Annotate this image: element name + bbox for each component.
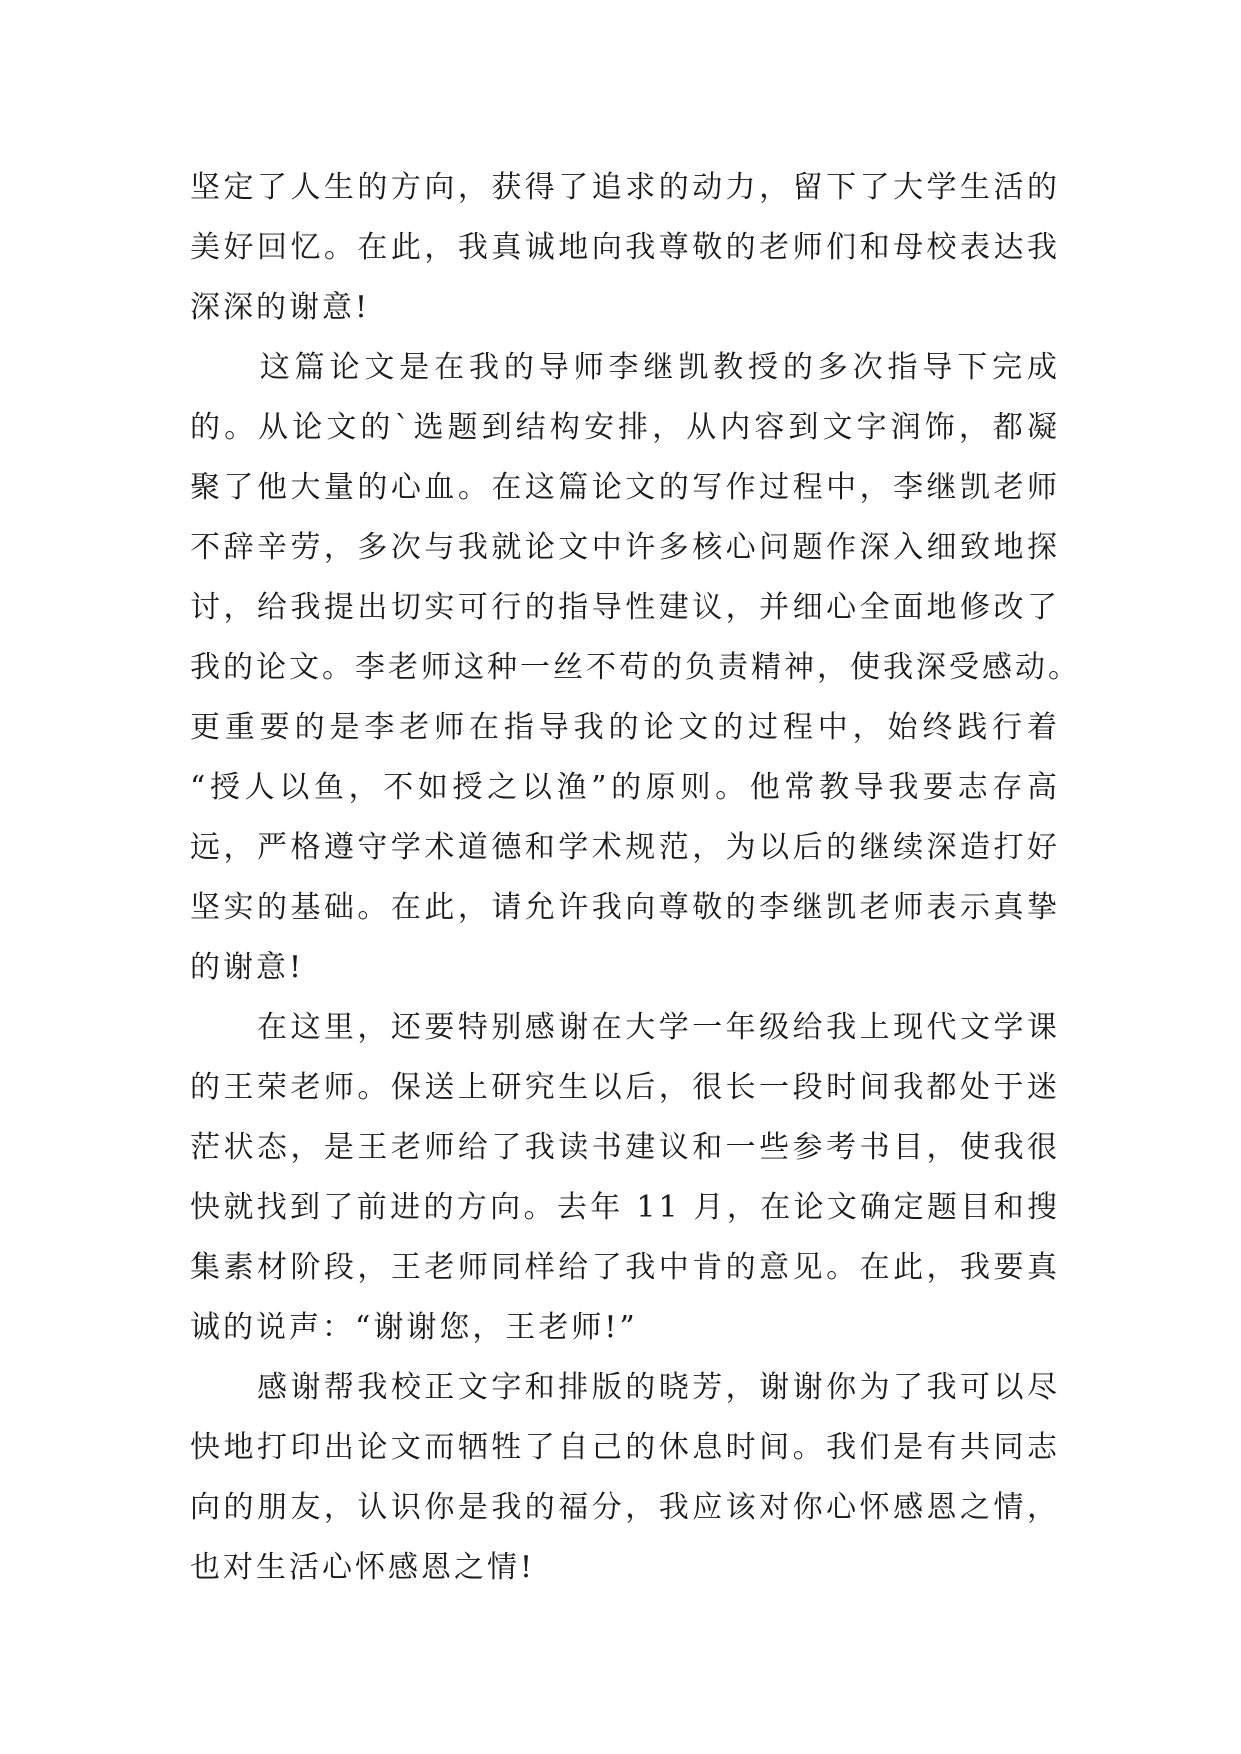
paragraph-2 — [190, 338, 1081, 998]
text-line: 在这里，还要特别感谢在大学一年级给我上现代文学课 — [190, 1010, 1060, 1045]
paragraph-1 — [190, 158, 1060, 338]
text-line: 不辞辛劳，多次与我就论文中许多核心问题作深入细致地探 — [190, 530, 1060, 565]
text-line: 远，严格遵守学术道德和学术规范，为以后的继续深造打好 — [190, 830, 1060, 865]
paragraph-3 — [190, 998, 1060, 1358]
text-line: 讨，给我提出切实可行的指导性建议，并细心全面地修改了 — [190, 590, 1060, 625]
text-line: 向的朋友，认识你是我的福分，我应该对你心怀感恩之情， — [190, 1490, 1060, 1525]
text-line: 快就找到了前进的方向。去年 11 月，在论文确定题目和搜 — [190, 1190, 1060, 1225]
text-line: 茫状态，是王老师给了我读书建议和一些参考书目，使我很 — [190, 1130, 1060, 1165]
text-line: 诚的说声：“谢谢您，王老师!” — [190, 1310, 638, 1345]
text-line: 更重要的是李老师在指导我的论文的过程中，始终践行着 — [190, 710, 1060, 745]
text-line: 坚定了人生的方向，获得了追求的动力，留下了大学生活的 — [190, 170, 1060, 205]
text-line: 坚实的基础。在此，请允许我向尊敬的李继凯老师表示真挚 — [190, 890, 1060, 925]
text-line: 美好回忆。在此，我真诚地向我尊敬的老师们和母校表达我 — [190, 230, 1060, 265]
text-line: 的王荣老师。保送上研究生以后，很长一段时间我都处于迷 — [190, 1070, 1060, 1105]
text-line: “授人以鱼，不如授之以渔”的原则。他常教导我要志存高 — [190, 770, 1060, 805]
text-line: 这篇论文是在我的导师李继凯教授的多次指导下完成 — [190, 350, 1060, 385]
text-line: 的谢意! — [190, 950, 305, 985]
paragraph-4 — [190, 1358, 1060, 1598]
text-line: 感谢帮我校正文字和排版的晓芳，谢谢你为了我可以尽 — [190, 1370, 1060, 1405]
text-line: 的。从论文的`选题到结构安排，从内容到文字润饰，都凝 — [190, 410, 1060, 445]
text-line: 我的论文。李老师这种一丝不苟的负责精神，使我深受感动。 — [190, 650, 1081, 685]
text-line: 也对生活心怀感恩之情! — [190, 1550, 536, 1585]
text-line: 快地打印出论文而牺牲了自己的休息时间。我们是有共同志 — [190, 1430, 1060, 1465]
document-body — [190, 158, 1081, 1598]
text-line: 集素材阶段，王老师同样给了我中肯的意见。在此，我要真 — [190, 1250, 1060, 1285]
text-line: 深深的谢意! — [190, 290, 371, 325]
text-line: 聚了他大量的心血。在这篇论文的写作过程中，李继凯老师 — [190, 470, 1060, 505]
